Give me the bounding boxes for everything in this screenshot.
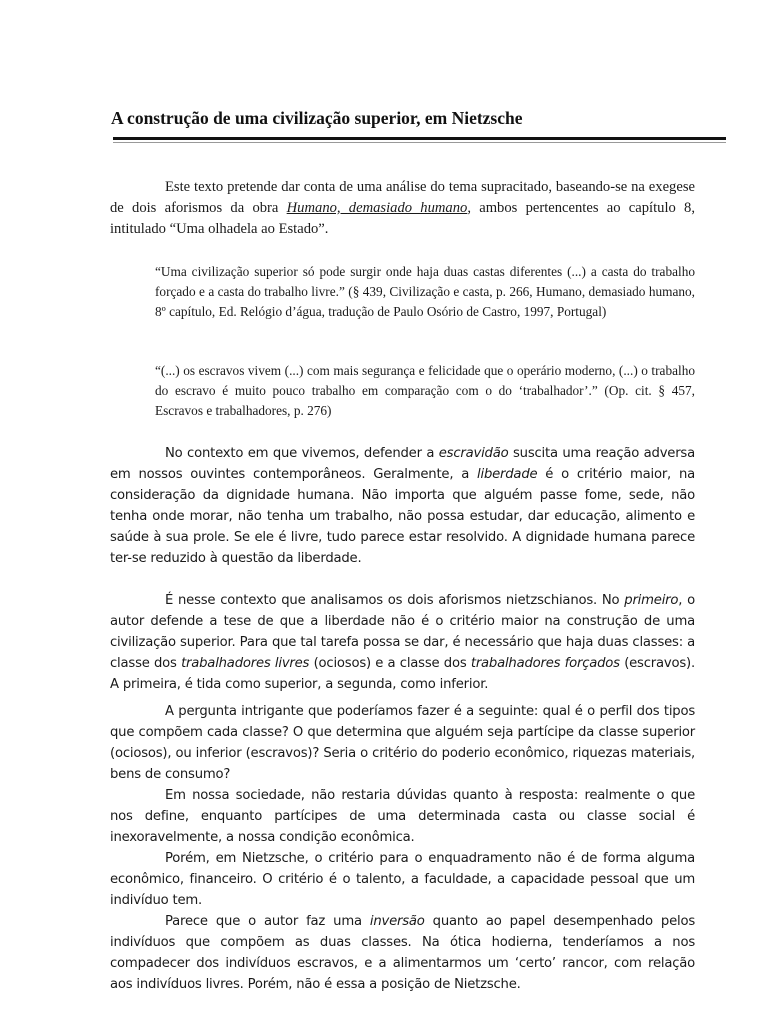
book-title: Humano, demasiado humano: [286, 200, 468, 216]
p3-emphasis-livres: trabalhadores livres: [181, 656, 310, 671]
paragraph-context: [110, 443, 695, 569]
paragraph-society: Em nossa sociedade, não restaria dúvidas quanto à resposta: realmente o que nos define, enquanto partícipes de uma determinada casta ou classe social é inexoravelmente, a nossa condição econômica.: [110, 788, 695, 845]
p2-text-1: No contexto em que vivemos, defender a: [165, 446, 439, 461]
block-quote-2: “(...) os escravos vivem (...) com mais segurança e felicidade que o operário moderno, (...) o trabalho do escravo é muito pouco trabalho em comparação com o do ‘trabalhador’.” (Op. cit. § 457, Escravos e trabalhadores, p. 276): [155, 363, 695, 418]
page-title: A construção de uma civilização superior, em Nietzsche: [111, 108, 523, 128]
p3-text-1: É nesse contexto que analisamos os dois aforismos nietzschianos. No: [165, 593, 625, 608]
title-underline-shadow: [113, 142, 726, 143]
p3-text-2: , o autor defende a tese de que a liberdade não é o critério maior na construção de uma civilização superior. Para que tal tarefa possa se dar, é necessário que haja duas classes: a classe dos: [110, 593, 695, 671]
p7-emphasis-inversao: inversão: [369, 914, 425, 929]
p2-emphasis-escravidao: escravidão: [438, 446, 509, 461]
paragraph-inversion: [110, 911, 695, 995]
intro-text-before: Este texto pretende dar conta de uma análise do tema supracitado, baseando-se na exegese de dois aforismos da obra: [110, 179, 695, 216]
p3-text-3: (ociosos) e a classe dos: [309, 656, 471, 671]
p3-text-4: (escravos). A primeira, é tida como superior, a segunda, como inferior.: [110, 656, 695, 692]
p2-emphasis-liberdade: liberdade: [477, 467, 538, 482]
title-underline: [113, 137, 726, 140]
p7-text-1: Parece que o autor faz uma: [165, 914, 370, 929]
p3-emphasis-primeiro: primeiro: [624, 593, 679, 608]
p3-emphasis-forcados: trabalhadores forçados: [470, 656, 620, 671]
intro-paragraph: [110, 177, 695, 240]
p2-text-3: é o critério maior, na consideração da dignidade humana. Não importa que alguém passe fome, sede, não tenha onde morar, não tenha um trabalho, não possa estudar, dar educação, alimento e saúde à sua prole. Se ele é livre, tudo parece estar resolvido. A dignidade humana parece ter-se reduzido à questão da liberdade.: [110, 467, 695, 566]
paragraph-aphorisms: [110, 590, 695, 695]
p2-text-2: suscita uma reação adversa em nossos ouvintes contemporâneos. Geralmente, a: [110, 446, 695, 482]
paragraph-criterion: Porém, em Nietzsche, o critério para o enquadramento não é de forma alguma econômico, financeiro. O critério é o talento, a faculdade, a capacidade pessoal que um indivíduo tem.: [110, 851, 695, 908]
p7-text-2: quanto ao papel desempenhado pelos indivíduos que compõem as duas classes. Na ótica hodierna, tenderíamos a nos compadecer dos indivíduos escravos, e a alimentarmos um ‘certo’ rancor, com relação aos indivíduos livres. Porém, não é essa a posição de Nietzsche.: [110, 914, 695, 992]
paragraph-question: A pergunta intrigante que poderíamos fazer é a seguinte: qual é o perfil dos tipos que compõem cada classe? O que determina que alguém seja partícipe da classe superior (ociosos), ou inferior (escravos)? Seria o critério do poderio econômico, riquezas materiais, bens de consumo?: [110, 704, 695, 782]
block-quote-1: “Uma civilização superior só pode surgir onde haja duas castas diferentes (...) a casta do trabalho forçado e a casta do trabalho livre.” (§ 439, Civilização e casta, p. 266, Humano, demasiado humano, 8º capítulo, Ed. Relógio d’água, tradução de Paulo Osório de Castro, 1997, Portugal): [155, 264, 695, 319]
intro-text-after: , ambos pertencentes ao capítulo 8, intitulado “Uma olhadela ao Estado”.: [110, 200, 695, 237]
